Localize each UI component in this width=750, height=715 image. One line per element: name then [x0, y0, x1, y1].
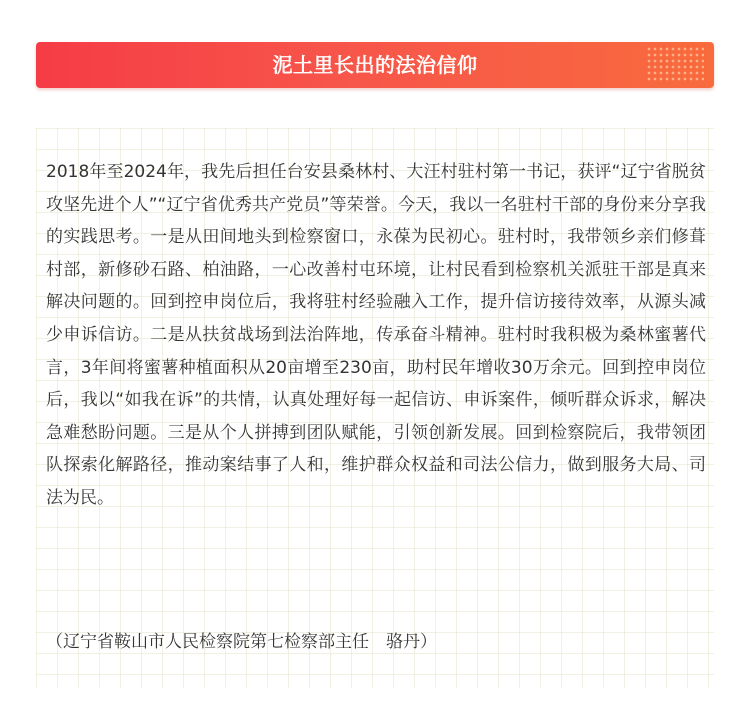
title-banner [36, 42, 714, 88]
author-signature: （辽宁省鞍山市人民检察院第七检察部主任 骆丹） [46, 632, 437, 652]
article-title: 泥土里长出的法治信仰 [272, 53, 478, 77]
article-body: 2018年至2024年，我先后担任台安县桑林村、大汪村驻村第一书记，获评“辽宁省脱贫攻坚先进个人”“辽宁省优秀共产党员”等荣誉。今天，我以一名驻村干部的身份来分享我的实践思考。一是从田间地头到检察窗口，永葆为民初心。驻村时，我带领乡亲们修葺村部，新修砂石路、柏油路，一心改善村屯环境，让村民看到检察机关派驻干部是真来解决问题的。回到控申岗位后，我将驻村经验融入工作，提升信访接待效率，从源头减少申诉信访。二是从扶贫战场到法治阵地，传承奋斗精神。驻村时我积极为桑林蜜薯代言，3年间将蜜薯种植面积从20亩增至230亩，助村民年增收30万余元。回到控申岗位后，我以“如我在诉”的共情，认真处理好每一起信访、申诉案件，倾听群众诉求，解决急难愁盼问题。三是从个人拼搏到团队赋能，引领创新发展。回到检察院后，我带领团队探索化解路径，推动案结事了人和，维护群众权益和司法公信力，做到服务大局、司法为民。 [46, 162, 706, 508]
